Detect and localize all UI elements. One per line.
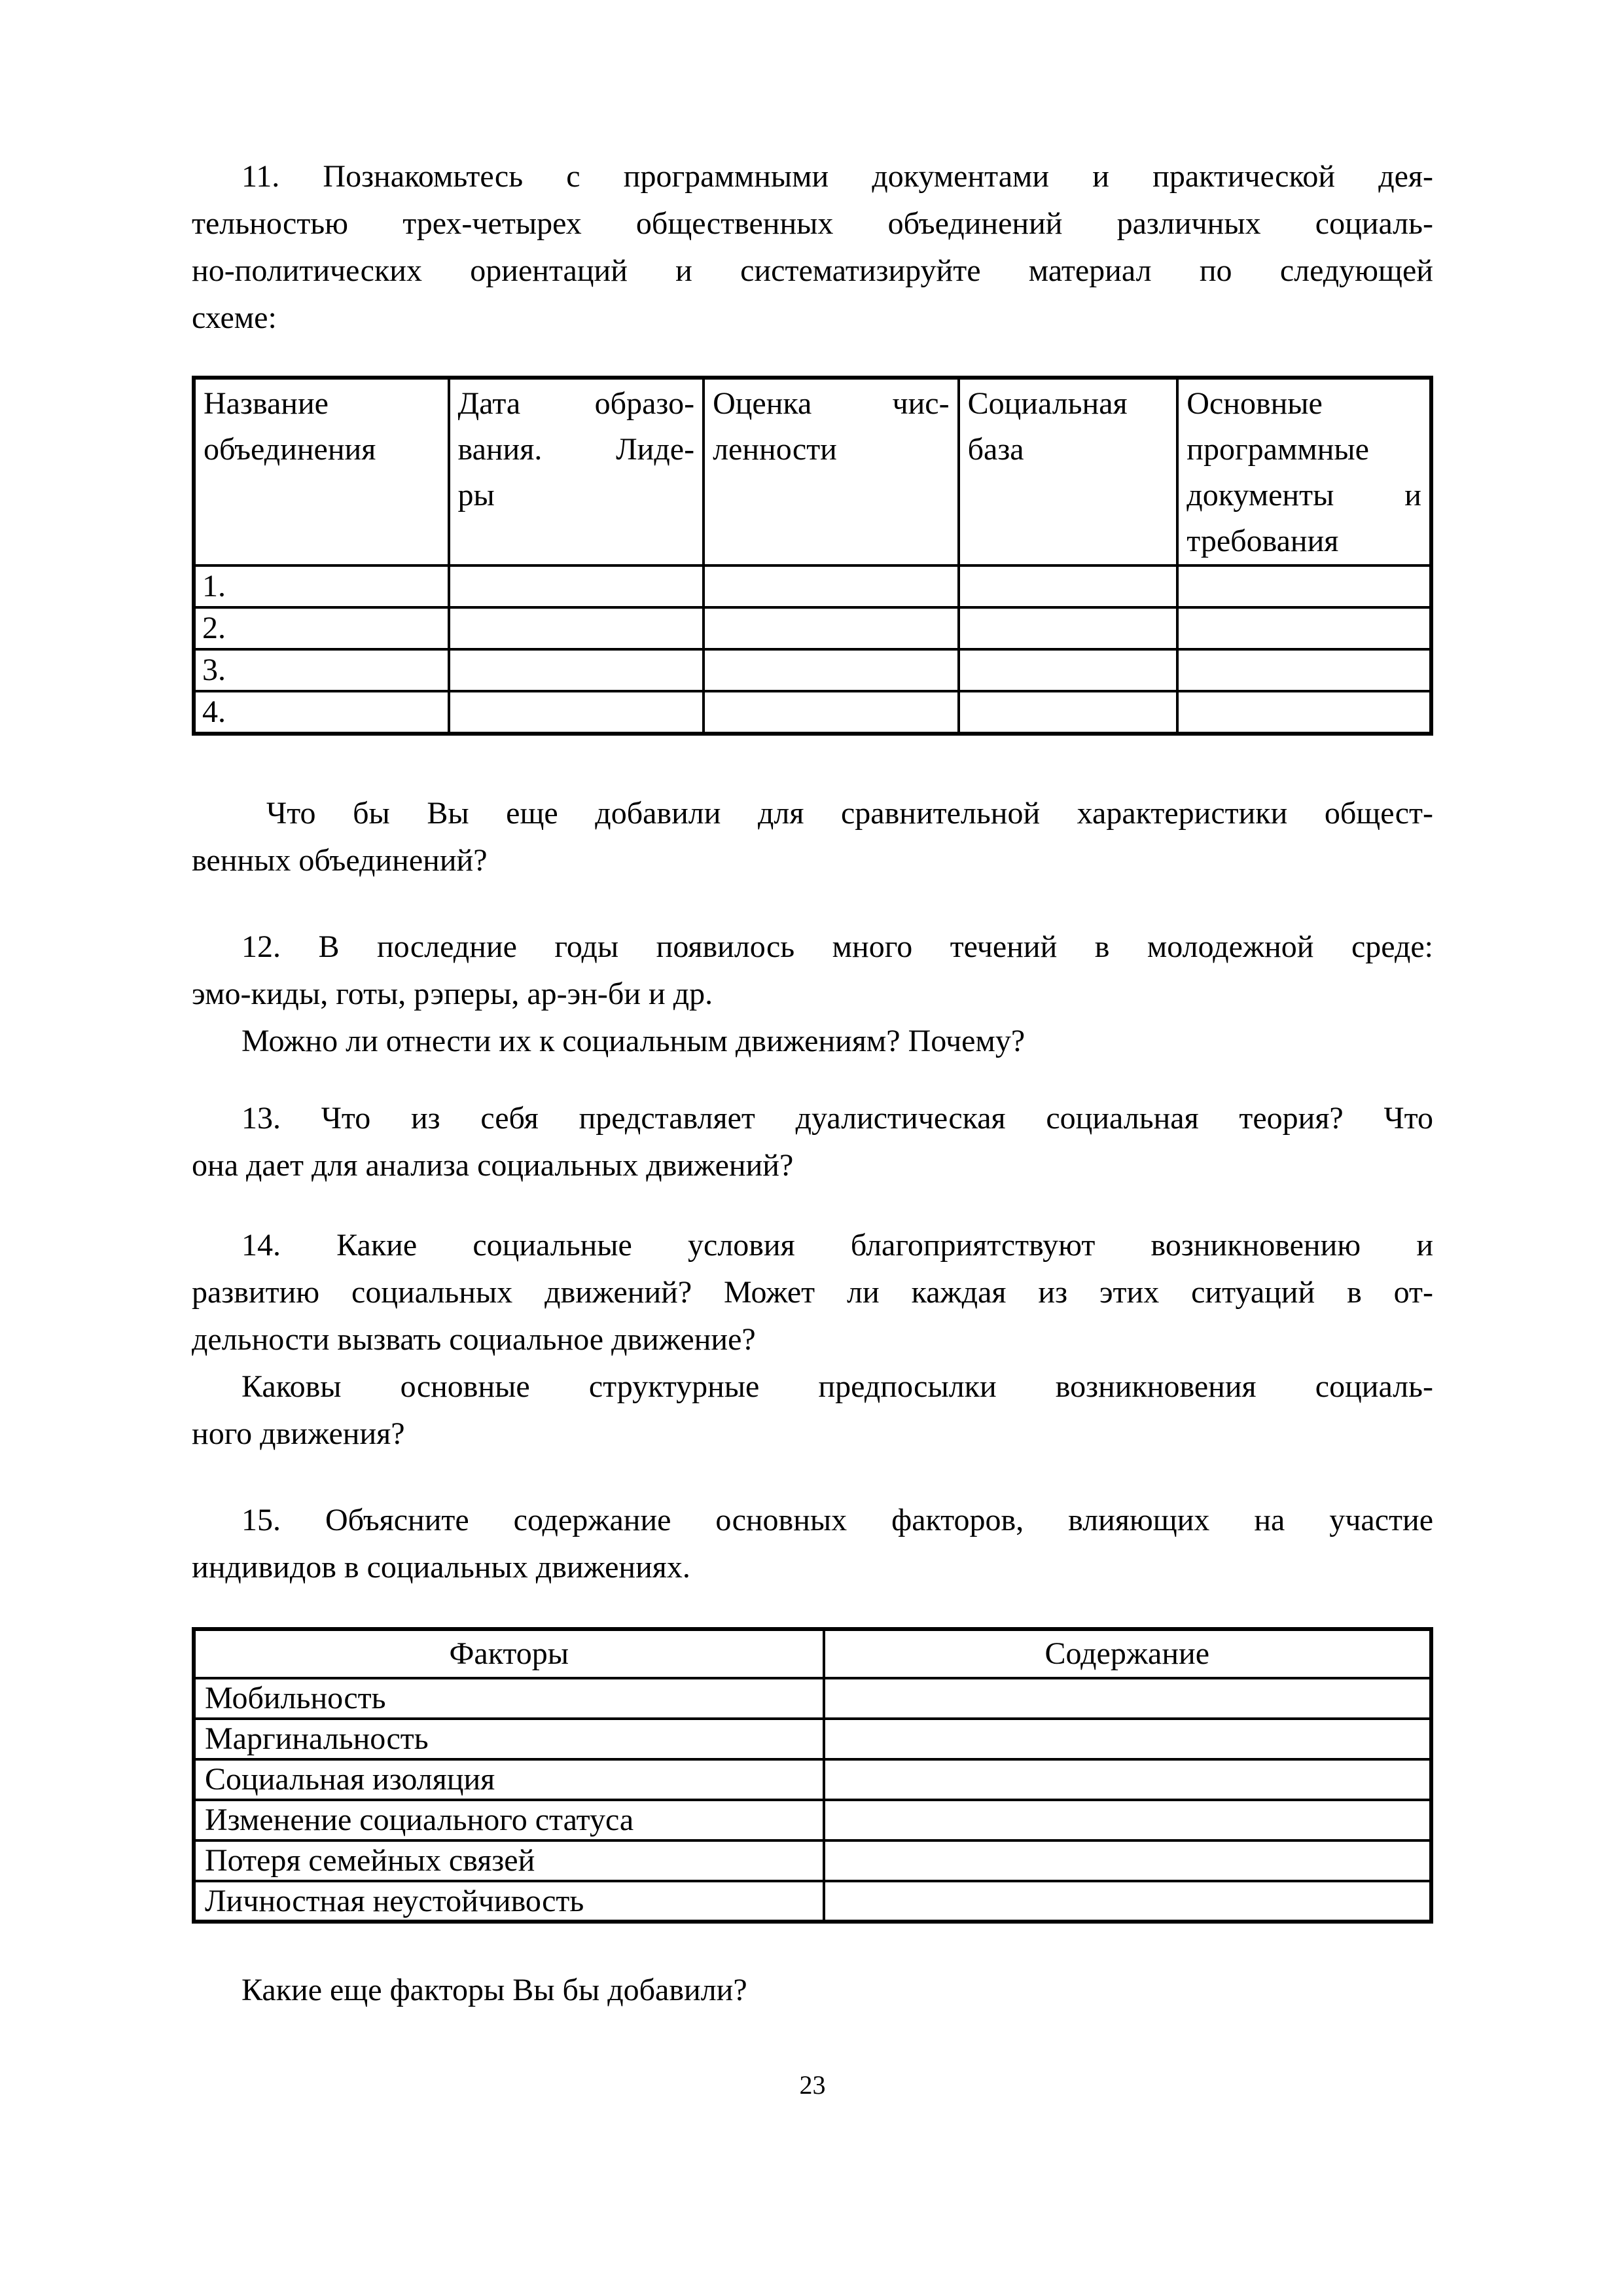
column-header-program-documents: Основные программные документы и требования xyxy=(1177,378,1431,565)
empty-cell xyxy=(704,649,959,691)
column-header-association-name: Название объединения xyxy=(194,378,449,565)
table-row xyxy=(194,1840,1431,1881)
table-row xyxy=(194,607,1431,649)
paragraph-task-15: 15. Объясните содержание основных факторов, влияющих на участие индивидов в социальных движениях. xyxy=(192,1503,1433,1585)
empty-cell xyxy=(449,607,704,649)
empty-cell xyxy=(704,565,959,607)
row-number-cell: 1. xyxy=(194,565,449,607)
factor-cell: Потеря семейных связей xyxy=(194,1840,824,1881)
empty-cell xyxy=(959,565,1178,607)
column-header-factors: Факторы xyxy=(194,1629,824,1678)
paragraph-task-12: 12. В последние годы появилось много течений в молодежной среде: эмо-киды, готы, рэперы, ар-эн-би и др. xyxy=(192,929,1433,1011)
associations-table-header-row xyxy=(194,378,1431,565)
column-header-content: Содержание xyxy=(824,1629,1431,1678)
empty-cell xyxy=(824,1881,1431,1922)
empty-cell xyxy=(824,1840,1431,1881)
paragraph-task-11: 11. Познакомьтесь с программными документами и практической дея- тельностью трех-четырех общественных объединений различных социаль- но-политических ориентаций и систематизируйте материал по следующей схеме: xyxy=(192,159,1433,335)
table-row xyxy=(194,1719,1431,1759)
page-number: 23 xyxy=(799,2070,826,2100)
factors-table xyxy=(192,1627,1433,1924)
table-row xyxy=(194,1881,1431,1922)
empty-cell xyxy=(959,649,1178,691)
table-row xyxy=(194,565,1431,607)
associations-table xyxy=(192,376,1433,736)
table-row xyxy=(194,1800,1431,1840)
paragraph-task-15-question: Какие еще факторы Вы бы добавили? xyxy=(241,1973,747,2007)
empty-cell xyxy=(704,607,959,649)
empty-cell xyxy=(824,1719,1431,1759)
column-header-size-estimate: Оценка чис- ленности xyxy=(704,378,959,565)
row-number-cell: 3. xyxy=(194,649,449,691)
empty-cell xyxy=(449,565,704,607)
paragraph-task-14-question: Каковы основные структурные предпосылки возникновения социаль- ного движения? xyxy=(192,1369,1433,1451)
empty-cell xyxy=(1177,565,1431,607)
paragraph-task-14: 14. Какие социальные условия благоприятствуют возникновению и развитию социальных движений? Может ли каждая из этих ситуаций в от- дельности вызвать социальное движение? xyxy=(192,1228,1433,1357)
table-row xyxy=(194,1759,1431,1800)
column-header-foundation-date-leaders: Дата образо- вания. Лиде- ры xyxy=(449,378,704,565)
empty-cell xyxy=(1177,607,1431,649)
factor-cell: Личностная неустойчивость xyxy=(194,1881,824,1922)
empty-cell xyxy=(1177,649,1431,691)
row-number-cell: 2. xyxy=(194,607,449,649)
empty-cell xyxy=(959,691,1178,734)
paragraph-task-13: 13. Что из себя представляет дуалистическая социальная теория? Что она дает для анализа социальных движений? xyxy=(192,1101,1433,1183)
empty-cell xyxy=(1177,691,1431,734)
column-header-social-base: Социальная база xyxy=(959,378,1178,565)
empty-cell xyxy=(824,1800,1431,1840)
row-number-cell: 4. xyxy=(194,691,449,734)
factor-cell: Мобильность xyxy=(194,1678,824,1719)
factors-table-header-row xyxy=(194,1629,1431,1678)
paragraph-task-11-question: Что бы Вы еще добавили для сравнительной характеристики общест- венных объединений? xyxy=(192,796,1433,878)
table-row xyxy=(194,1678,1431,1719)
table-row xyxy=(194,649,1431,691)
empty-cell xyxy=(824,1759,1431,1800)
factor-cell: Изменение социального статуса xyxy=(194,1800,824,1840)
empty-cell xyxy=(449,691,704,734)
empty-cell xyxy=(824,1678,1431,1719)
empty-cell xyxy=(449,649,704,691)
factor-cell: Маргинальность xyxy=(194,1719,824,1759)
factor-cell: Социальная изоляция xyxy=(194,1759,824,1800)
paragraph-task-12-question: Можно ли отнести их к социальным движениям? Почему? xyxy=(241,1024,1026,1058)
empty-cell xyxy=(704,691,959,734)
empty-cell xyxy=(959,607,1178,649)
table-row xyxy=(194,691,1431,734)
